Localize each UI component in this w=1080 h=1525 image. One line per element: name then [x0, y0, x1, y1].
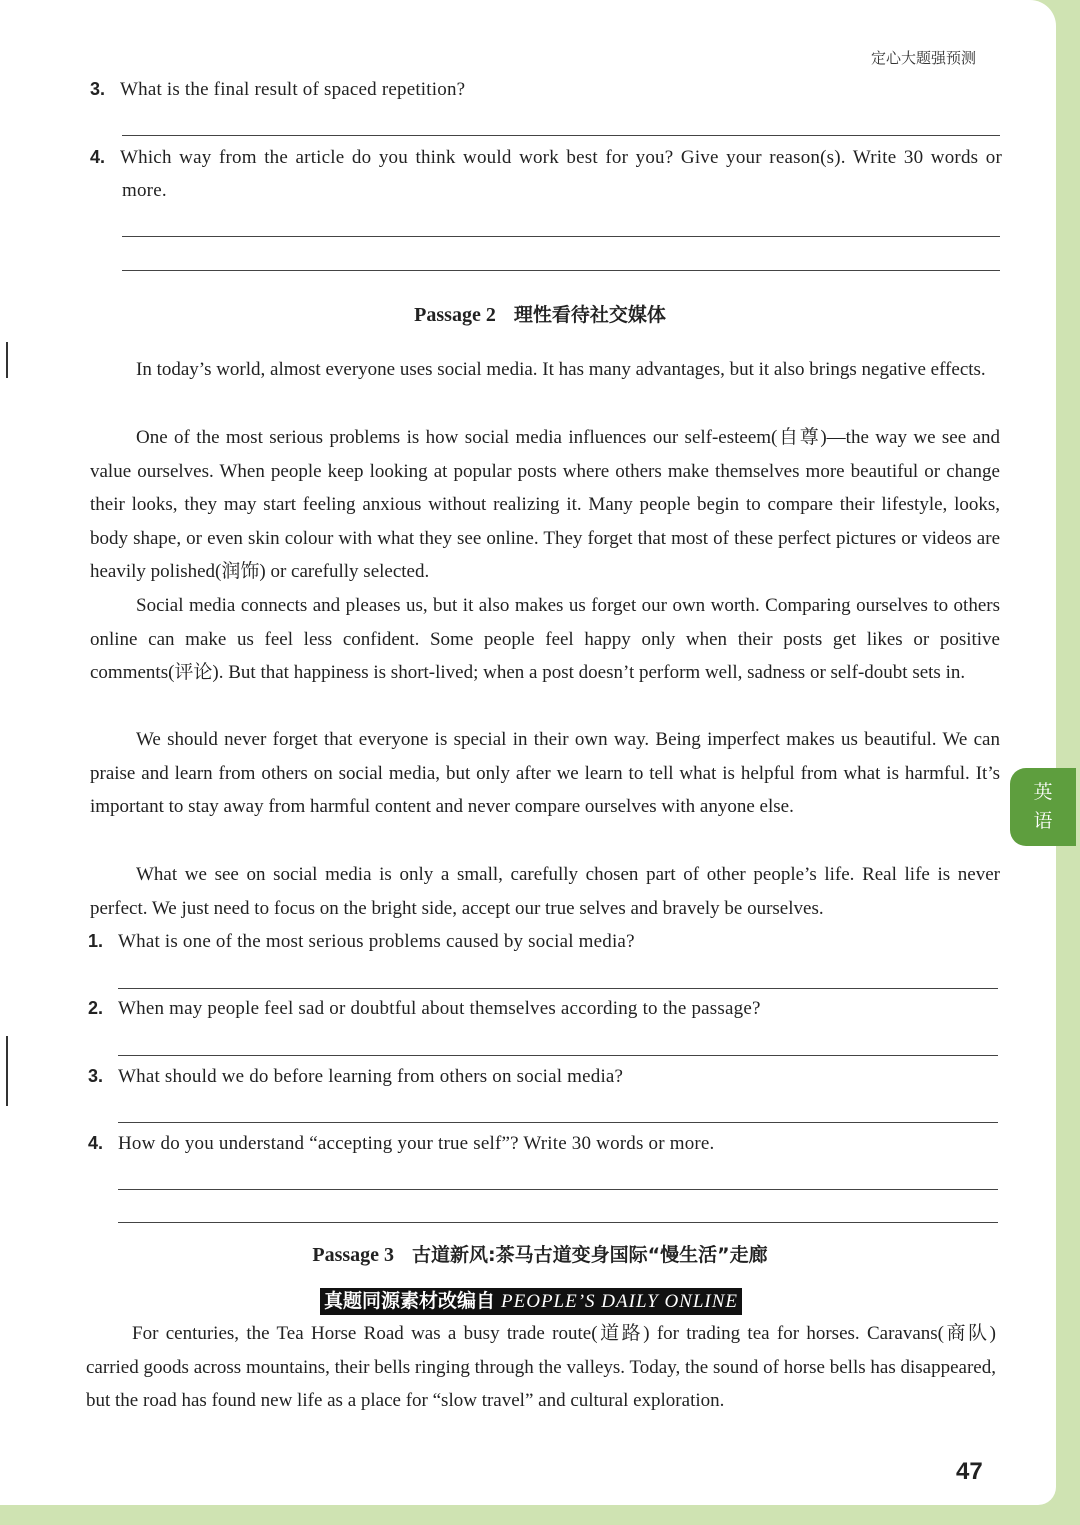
question-number: 4. [90, 147, 106, 167]
answer-line[interactable] [122, 135, 1000, 136]
answer-line[interactable] [118, 1222, 998, 1223]
question-text: When may people feel sad or doubtful about themselves according to the passage? [118, 998, 761, 1019]
margin-mark [6, 1036, 8, 1106]
question-number: 4. [88, 1133, 104, 1153]
passage-title-cn: 古道新风:茶马古道变身国际“慢生活”走廊 [412, 1244, 768, 1266]
paragraph: What we see on social media is only a small, carefully chosen part of other people’s life. Real life is never perfect. We just need to focus on the bright side, accept our true selves and bravely be ourselves. [90, 864, 1000, 919]
passage-2-title [0, 300, 1080, 327]
source-cn: 真题同源素材改编自 [324, 1290, 496, 1312]
source-en: PEOPLE’S DAILY ONLINE [501, 1291, 739, 1312]
question-4-top [90, 141, 1002, 207]
answer-line[interactable] [118, 1189, 998, 1190]
answer-line[interactable] [118, 988, 998, 989]
passage-label: Passage 2 [414, 304, 496, 326]
answer-line[interactable] [122, 270, 1000, 271]
passage-label: Passage 3 [312, 1244, 395, 1266]
question-4 [88, 1127, 1000, 1160]
tab-char: 英 [1033, 781, 1053, 803]
question-2 [88, 992, 1000, 1025]
answer-line[interactable] [118, 1122, 998, 1123]
paragraph: Social media connects and pleases us, but it also makes us forget our own worth. Comparing ourselves to others online can make us feel less confident. Some people feel happy only when their posts get likes or positive comments(评论). But that happiness is short-lived; when a post doesn’t perform well, sadness or self-doubt sets in. [90, 595, 1000, 684]
subject-tab [1010, 768, 1076, 846]
paragraph: In today’s world, almost everyone uses social media. It has many advantages, but it also brings negative effects. [136, 359, 986, 380]
passage-3-title [0, 1240, 1080, 1267]
page-header: 定心大题强预测 [870, 49, 976, 67]
question-number: 1. [88, 931, 104, 951]
question-text: What should we do before learning from others on social media? [118, 1066, 624, 1087]
margin-mark [6, 342, 8, 378]
source-banner [320, 1288, 742, 1315]
question-text: How do you understand “accepting your true self”? Write 30 words or more. [118, 1133, 715, 1154]
question-3 [88, 1060, 1000, 1093]
paragraph: For centuries, the Tea Horse Road was a busy trade route(道路) for trading tea for horses. Caravans(商队) carried goods across mountains, their bells ringing through the valleys. Today, the sound of horse bells has disappeared, but the road has found new life as a place for “slow travel” and cultural exploration. [86, 1323, 996, 1412]
question-text: Which way from the article do you think would work best for you? Give your reason(s). Write 30 words or more. [120, 147, 1002, 201]
question-text: What is one of the most serious problems caused by social media? [118, 931, 635, 952]
tab-char: 语 [1033, 810, 1053, 832]
question-3-top [90, 73, 1000, 106]
question-text: What is the final result of spaced repetition? [120, 79, 466, 100]
answer-line[interactable] [122, 236, 1000, 237]
question-number: 3. [88, 1066, 104, 1086]
question-number: 3. [90, 79, 106, 99]
paragraph: One of the most serious problems is how social media influences our self-esteem(自尊)—the way we see and value ourselves. When people keep looking at popular posts where others make themselves more beautiful or change their looks, they may start feeling anxious without realizing it. Many people begin to compare their lifestyle, looks, body shape, or even skin colour with what they see online. They forget that most of these perfect pictures or videos are heavily polished(润饰) or carefully selected. [90, 427, 1000, 583]
page-number: 47 [956, 1458, 983, 1485]
passage-title-cn: 理性看待社交媒体 [513, 304, 666, 326]
question-number: 2. [88, 998, 104, 1018]
paragraph: We should never forget that everyone is special in their own way. Being imperfect makes us beautiful. We can praise and learn from others on social media, but only after we learn to tell what is helpful from what is harmful. It’s important to stay away from harmful content and never compare ourselves with anyone else. [90, 729, 1000, 818]
question-1 [88, 925, 1000, 958]
answer-line[interactable] [118, 1055, 998, 1056]
